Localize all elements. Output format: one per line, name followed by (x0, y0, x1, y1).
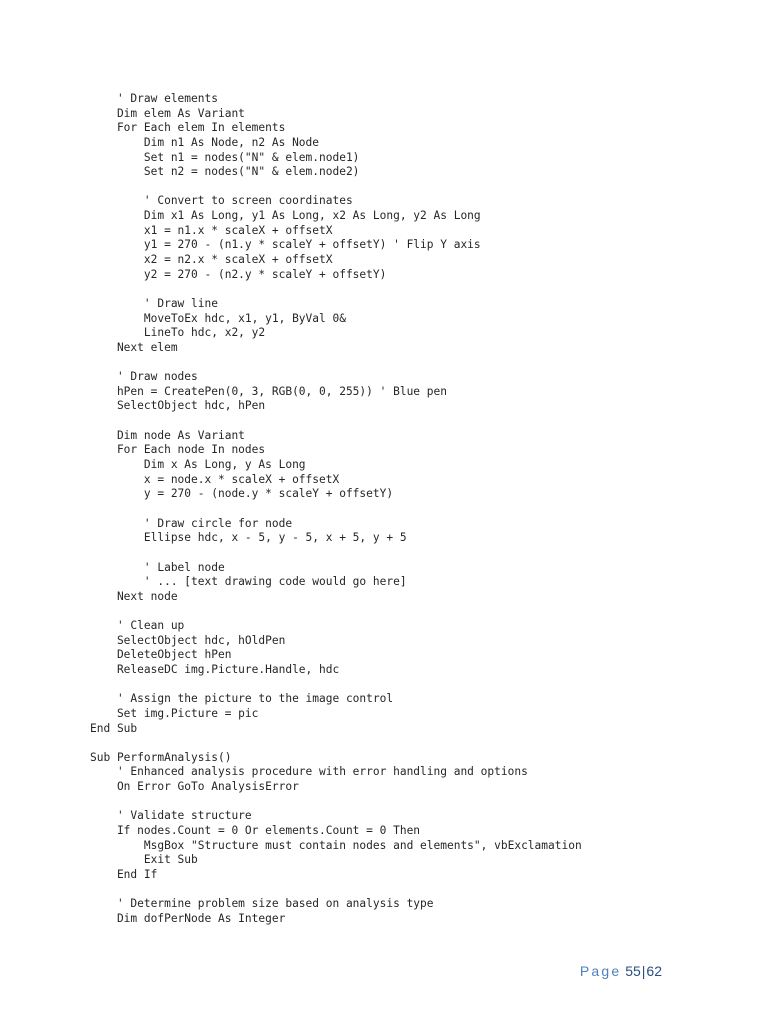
code-line: ' Assign the picture to the image control (90, 692, 394, 706)
code-line: Set n1 = nodes("N" & elem.node1) (90, 150, 360, 164)
code-line (90, 678, 730, 693)
page-label: Page (579, 963, 622, 979)
code-line: MsgBox "Structure must contain nodes and elements", vbExclamation (90, 838, 582, 852)
code-line: Ellipse hdc, x - 5, y - 5, x + 5, y + 5 (90, 531, 407, 545)
code-line: Dim node As Variant (90, 428, 245, 442)
code-line: x2 = n2.x * scaleX + offsetX (90, 253, 333, 267)
code-line (90, 604, 730, 619)
code-line: ' Draw line (90, 296, 218, 310)
code-line: End If (90, 867, 158, 881)
page-footer (580, 963, 662, 979)
code-line: y2 = 270 - (n2.y * scaleY + offsetY) (90, 267, 387, 281)
code-line: Dim x1 As Long, y1 As Long, x2 As Long, y2 As Long (90, 209, 481, 223)
code-line: x = node.x * scaleX + offsetX (90, 472, 340, 486)
code-line: Dim elem As Variant (90, 106, 245, 120)
code-line: ' Draw elements (90, 92, 218, 105)
code-line: Next elem (90, 340, 178, 354)
code-line: ' Draw circle for node (90, 516, 293, 530)
code-line: ' Validate structure (90, 809, 252, 823)
code-line: ' Enhanced analysis procedure with error handling and options (90, 765, 528, 779)
code-line (90, 180, 730, 195)
code-line: ' Determine problem size based on analysis type (90, 897, 434, 911)
total-pages-number: 62 (646, 963, 662, 979)
code-line: Next node (90, 589, 178, 603)
code-line: ' ... [text drawing code would go here] (90, 575, 407, 589)
code-line: x1 = n1.x * scaleX + offsetX (90, 223, 333, 237)
code-line: For Each elem In elements (90, 121, 286, 135)
code-line: Dim x As Long, y As Long (90, 458, 306, 472)
code-line: MoveToEx hdc, x1, y1, ByVal 0& (90, 311, 346, 325)
code-line: ReleaseDC img.Picture.Handle, hdc (90, 662, 340, 676)
code-line: Set img.Picture = pic (90, 706, 259, 720)
code-line: End Sub (90, 721, 138, 735)
code-line (90, 736, 730, 751)
current-page-number: 55 (625, 963, 641, 979)
code-line: DeleteObject hPen (90, 648, 232, 662)
code-line: SelectObject hdc, hOldPen (90, 633, 286, 647)
code-line (90, 356, 730, 371)
code-line: Dim n1 As Node, n2 As Node (90, 135, 320, 149)
code-line: For Each node In nodes (90, 443, 266, 457)
code-line: Dim dofPerNode As Integer (90, 911, 286, 925)
code-line: y1 = 270 - (n1.y * scaleY + offsetY) ' Flip Y axis (90, 238, 481, 252)
code-line: Exit Sub (90, 853, 198, 867)
code-line (90, 502, 730, 517)
code-line (90, 414, 730, 429)
code-line: ' Draw nodes (90, 370, 198, 384)
code-line (90, 282, 730, 297)
code-line: Set n2 = nodes("N" & elem.node2) (90, 165, 360, 179)
code-line (90, 546, 730, 561)
code-line: ' Label node (90, 560, 225, 574)
code-line: ' Clean up (90, 619, 185, 633)
code-line: hPen = CreatePen(0, 3, RGB(0, 0, 255)) ' Blue pen (90, 384, 447, 398)
code-line: ' Convert to screen coordinates (90, 194, 353, 208)
page-separator: | (641, 963, 646, 979)
code-line: y = 270 - (node.y * scaleY + offsetY) (90, 487, 394, 501)
code-line: LineTo hdc, x2, y2 (90, 326, 266, 340)
code-line: SelectObject hdc, hPen (90, 399, 266, 413)
code-line: On Error GoTo AnalysisError (90, 780, 299, 794)
code-line: If nodes.Count = 0 Or elements.Count = 0 Then (90, 824, 421, 838)
code-listing (90, 92, 730, 927)
code-line (90, 795, 730, 810)
code-line (90, 883, 730, 898)
code-line: Sub PerformAnalysis() (90, 750, 232, 764)
